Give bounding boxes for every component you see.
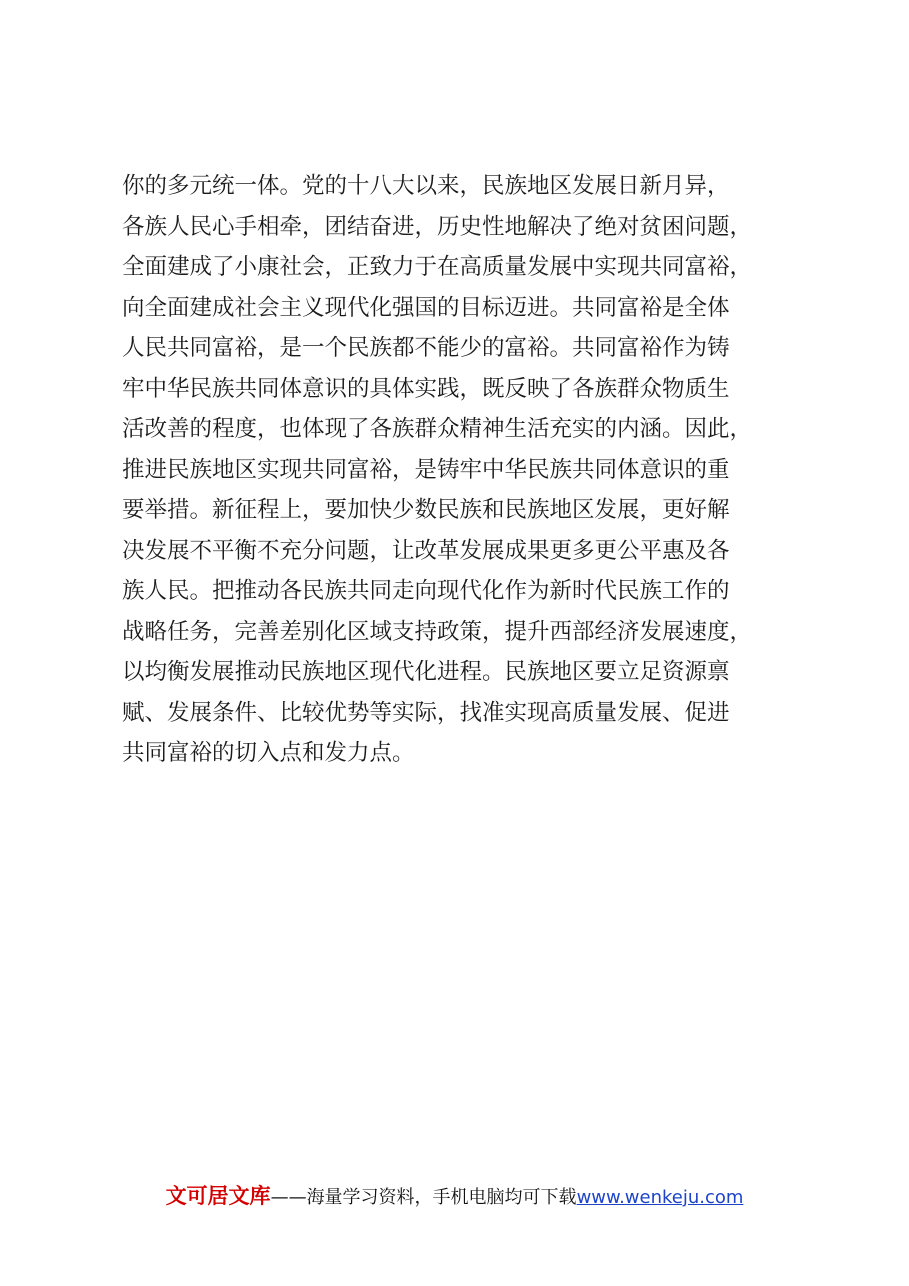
- text-line: 牢中华民族共同体意识的具体实践，既反映了各族群众物质生: [122, 375, 730, 402]
- text-line: 赋、发展条件、比较优势等实际，找准实现高质量发展、促进: [122, 699, 730, 726]
- text-line: 各族人民心手相牵，团结奋进，历史性地解决了绝对贫困问题，: [122, 213, 753, 240]
- text-line: 人民共同富裕，是一个民族都不能少的富裕。共同富裕作为铸: [122, 335, 730, 361]
- text-line: 族人民。把推动各民族共同走向现代化作为新时代民族工作的: [122, 578, 730, 604]
- footer-dash: ——: [270, 1187, 307, 1208]
- text-line: 全面建成了小康社会，正致力于在高质量发展中实现共同富裕，: [122, 254, 753, 280]
- text-line: 推进民族地区实现共同富裕，是铸牢中华民族共同体意识的重: [122, 456, 730, 483]
- text-line: 共同富裕的切入点和发力点。: [122, 740, 415, 766]
- text-line: 决发展不平衡不充分问题，让改革发展成果更多更公平惠及各: [122, 537, 730, 564]
- footer-site-link[interactable]: www.wenkeju.com: [576, 1187, 744, 1208]
- footer-brand: 文可居文库: [165, 1184, 271, 1208]
- footer-slogan: 海量学习资料，手机电脑均可下载: [306, 1187, 577, 1208]
- text-line: 战略任务，完善差别化区域支持政策，提升西部经济发展速度，: [122, 618, 753, 645]
- text-line: 要举措。新征程上，要加快少数民族和民族地区发展，更好解: [122, 497, 730, 523]
- body-paragraph: [122, 166, 812, 774]
- text-line: 活改善的程度，也体现了各族群众精神生活充实的内涵。因此，: [122, 416, 753, 442]
- text-line: 向全面建成社会主义现代化强国的目标迈进。共同富裕是全体: [122, 294, 730, 321]
- page-footer: [0, 1181, 909, 1213]
- text-line: 你的多元统一体。党的十八大以来，民族地区发展日新月异，: [122, 173, 730, 199]
- text-line: 以均衡发展推动民族地区现代化进程。民族地区要立足资源禀: [122, 659, 730, 685]
